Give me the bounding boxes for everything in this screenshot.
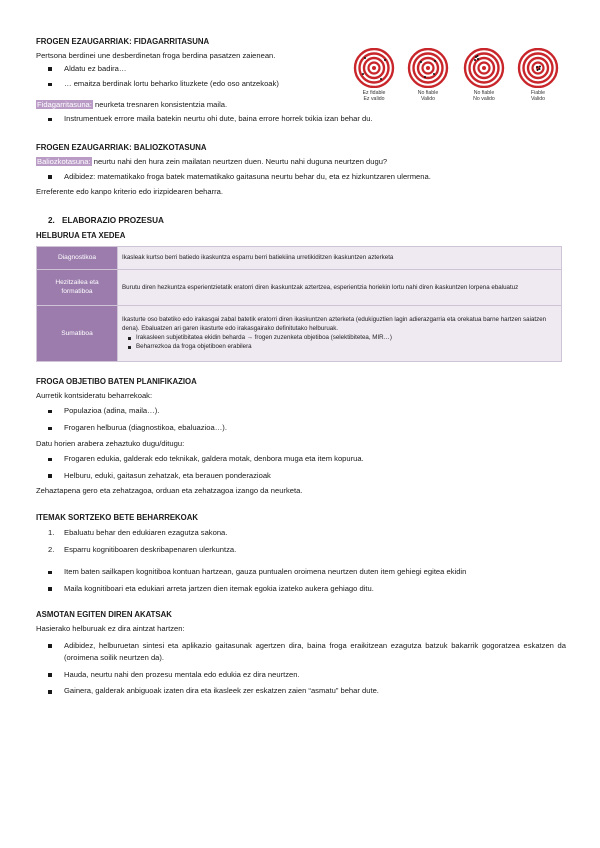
row-label: Sumatiboa	[37, 305, 118, 361]
list-item: Item baten sailkapen kognitiboa kontuan hartzean, gauza puntualen oroimena neurtzen duten item gehiegi egitea ekidin	[36, 566, 566, 579]
section-heading	[36, 214, 566, 227]
paragraph: Zehaztapena gero eta zehatzagoa, orduan eta zehatzagoa izango da neurketa.	[36, 486, 303, 496]
list-item: Gainera, galderak anbiguoak izaten dira eta ikasleek zer eskatzen zaien “asmatu” behar dute.	[36, 685, 566, 698]
target-icon	[351, 48, 397, 88]
target-icon	[405, 48, 451, 88]
definition-text: neurtu nahi den hura zein mailatan neurtzen duen. Neurtu nahi duguna neurtzen dugu?	[91, 156, 388, 166]
paragraph: Erreferente edo kanpo kriterio edo irizpidearen beharra.	[36, 187, 223, 197]
target-label: No fiable Valido	[417, 90, 439, 102]
row-text: Burutu diren hezkuntza esperientzietatik eratorri diren ikaskuntzak aztertzea, esperientzia horiekin lortu nahi diren ikaskuntzen lorpena ebaluatuz	[118, 269, 562, 305]
target-icon	[515, 48, 561, 88]
row-label: Diagnostikoa	[37, 246, 118, 269]
bullet-list	[36, 566, 566, 595]
list-item: Instrumentuek errore maila batekin neurtu ohi dute, baina errore horrek txikia izan behar du.	[36, 113, 566, 126]
target-label: Ez fidable Ez valido	[362, 90, 386, 102]
table-row	[37, 269, 562, 305]
list-item: Helburu, eduki, gaitasun zehatzak, eta berauen ponderazioak	[36, 470, 566, 483]
bullet-list	[36, 405, 566, 434]
bullet-list	[36, 640, 566, 698]
definition	[36, 156, 566, 169]
list-item: Adibidez: matematikako froga batek matematikako gaitasuna neurtu behar du, eta ez hizkuntzaren ulermena.	[36, 171, 566, 184]
definition-text: neurketa tresnaren konsistentzia maila.	[92, 99, 228, 109]
bullet-list	[36, 453, 566, 482]
row-label: Hezitzailea eta formatiboa	[37, 269, 118, 305]
heading-planifikazioa: FROGA OBJETIBO BATEN PLANIFIKAZIOA	[36, 376, 197, 386]
purpose-table	[36, 246, 562, 362]
paragraph: Datu horien arabera zehaztuko dugu/ditugu:	[36, 438, 185, 448]
list-item: Irakasleen subjetibitatea ekidin beharda → frogen zuzenketa objetiboa (selektibitetea, MIR…)	[122, 333, 557, 342]
target-illustrations	[350, 48, 566, 110]
target-2	[404, 48, 452, 102]
numbered-list	[36, 526, 566, 556]
list-item: Populazioa (adina, maila…).	[36, 405, 566, 418]
heading-helburua: HELBURUA ETA XEDEA	[36, 230, 126, 240]
target-icon	[461, 48, 507, 88]
target-1	[350, 48, 398, 102]
list-item: Maila kognitiboari eta edukiari arreta jartzen dien itemak egokia izateko aukera gehiago ditu.	[36, 583, 566, 596]
heading-akatsak: ASMOTAN EGITEN DIREN AKATSAK	[36, 610, 172, 620]
list-item: Frogaren edukia, galderak edo teknikak, galdera motak, denbora muga eta item kopurua.	[36, 453, 566, 466]
heading-fidagarritasuna: FROGEN EZAUGARRIAK: FIDAGARRITASUNA	[36, 37, 210, 46]
section-title: ELABORAZIO PROZESUA	[62, 215, 164, 225]
document-page	[36, 36, 566, 698]
row-text: Ikasleak kurtso berri batiedo ikaskuntza esparru berri batiekiina urretikiditzen ikaskuntzen azterketa	[118, 246, 562, 269]
list-item: Hauda, neurtu nahi den prozesu mentala edo edukia ez dira neurtzen.	[36, 669, 566, 682]
list-item: 2. Esparru kognitiboaren deskribapenaren ulerkuntza.	[48, 544, 237, 554]
paragraph: Pertsona berdinei une desberdinetan froga berdina pasatzen zaienean.	[36, 51, 276, 60]
sub-list	[122, 333, 557, 351]
heading-baliozkotasuna: FROGEN EZAUGARRIAK: BALIOZKOTASUNA	[36, 142, 207, 152]
row-text: Ikasturte oso batetiko edo irakasgai zabal batetik eratorri diren ikaskuntzen azterketa (edukiguztien lagin adierazgarria eta orekatua barne hartzen saiatzen dena). Ebaluatzen ari garen ikasturte edo irakasgairako definitutako helburuak.	[122, 316, 547, 333]
list-item: Adibidez, helburuetan sintesi eta aplikazio gaitasunak agertzen dira, baina froga eraikitzean ezagutza batzuk bakarrik gogoratzea eskatzen da (oroimena soilik neurtzen da).	[36, 640, 566, 665]
section-number: 2.	[48, 215, 55, 225]
highlighted-term: Fidagarritasuna:	[37, 99, 92, 109]
paragraph: Aurretik kontsideratu beharrekoak:	[36, 390, 153, 400]
target-label: Fiable Valido	[530, 90, 546, 102]
list-item: Beharrezkoa da froga objetiboen erabilera	[122, 342, 557, 351]
list-item: 1. Ebaluatu behar den edukiaren ezagutza sakona.	[48, 527, 228, 537]
table-row	[37, 246, 562, 269]
bullet-list	[36, 171, 566, 184]
target-4	[514, 48, 562, 102]
bullet-list	[36, 113, 566, 126]
table-row	[37, 305, 562, 361]
list-item: … emaitza berdinak lortu beharko lituzkete (edo oso antzekoak)	[36, 78, 566, 91]
paragraph: Hasierako helburuak ez dira aintzat hartzen:	[36, 624, 185, 634]
row-cell	[118, 305, 562, 361]
target-label: No fiable No valido	[473, 90, 495, 102]
heading-itemak: ITEMAK SORTZEKO BETE BEHARREKOAK	[36, 512, 199, 522]
target-3	[460, 48, 508, 102]
list-item: Frogaren helburua (diagnostikoa, ebaluazioa…).	[36, 422, 566, 435]
list-item: Aldatu ez badira…	[36, 63, 566, 76]
highlighted-term: Baliozkotasuna:	[37, 156, 91, 166]
